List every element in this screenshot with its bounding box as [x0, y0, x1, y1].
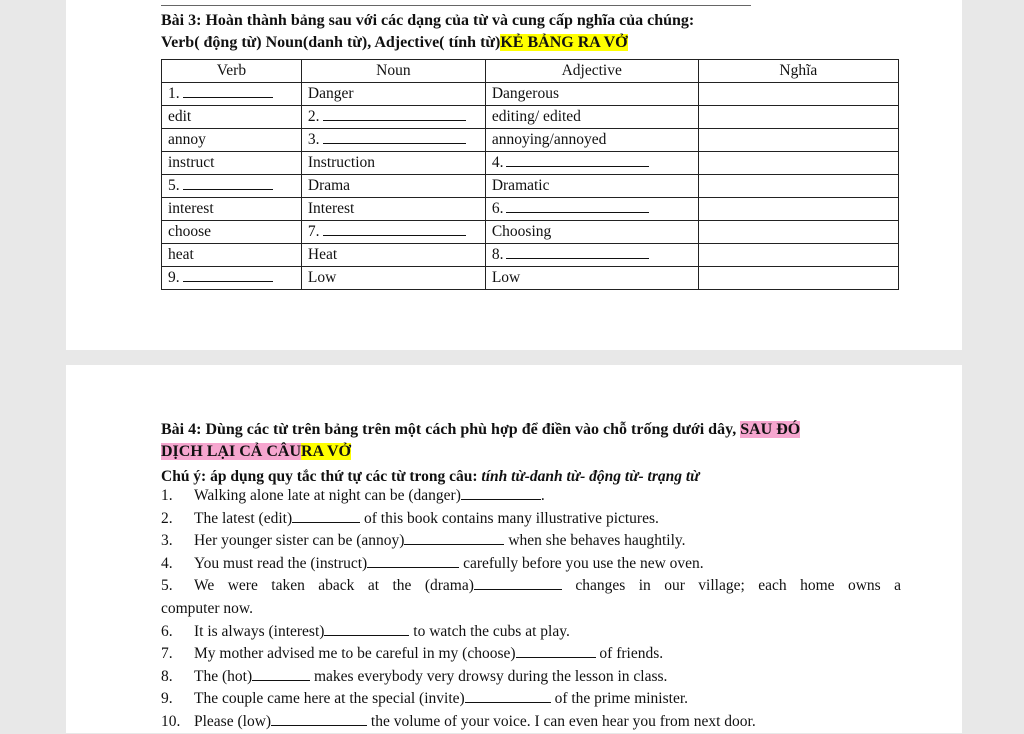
answer-blank[interactable]: [404, 532, 504, 545]
list-item: 4. You must read the (instruct) carefully before you use the new oven.: [161, 554, 704, 572]
header-meaning: Nghĩa: [698, 60, 898, 83]
list-item: 6. It is always (interest) to watch the cubs at play.: [161, 622, 570, 640]
answer-blank[interactable]: [252, 668, 310, 681]
table-row: edit 2. editing/ edited: [162, 106, 899, 129]
answer-blank[interactable]: [516, 645, 596, 658]
header-verb: Verb: [162, 60, 302, 83]
table-row: 9. Low Low: [162, 267, 899, 290]
fill-in-sentences: [161, 485, 901, 734]
exercise-3-subtitle: Verb( động từ) Noun(danh từ), Adjective( tính từ)KẺ BẢNG RA VỞ: [161, 34, 628, 51]
exercise-3-title: Bài 3: Hoàn thành bảng sau với các dạng của từ và cung cấp nghĩa của chúng:: [161, 12, 695, 29]
list-item: 7. My mother advised me to be careful in my (choose) of friends.: [161, 645, 664, 663]
list-item-continuation: computer now.: [161, 599, 253, 617]
list-item: 8. The (hot) makes everybody very drowsy during the lesson in class.: [161, 667, 668, 685]
table-row: 5. Drama Dramatic: [162, 175, 899, 198]
answer-blank[interactable]: [367, 555, 459, 568]
highlight-copy-table: KẺ BẢNG RA VỞ: [500, 34, 628, 51]
table-row: heat Heat 8.: [162, 244, 899, 267]
answer-blank[interactable]: [271, 713, 367, 726]
table-row: choose 7. Choosing: [162, 221, 899, 244]
table-row: interest Interest 6.: [162, 198, 899, 221]
list-item: 9. The couple came here at the special (invite) of the prime minister.: [161, 690, 689, 708]
answer-blank[interactable]: [465, 690, 551, 703]
header-adjective: Adjective: [485, 60, 698, 83]
table-row: annoy 3. annoying/annoyed: [162, 129, 899, 152]
word-form-table: [161, 59, 899, 290]
exercise-4-title: Bài 4: Dùng các từ trên bảng trên một cách phù hợp để điền vào chỗ trống dưới dây, SAU ĐÓ: [161, 421, 801, 438]
exercise-4-title-line2: [161, 442, 351, 462]
header-noun: Noun: [301, 60, 485, 83]
highlight-to-notebook: RA VỞ: [301, 443, 351, 460]
word-order-note: Chú ý: áp dụng quy tắc thứ tự các từ trong câu: tính từ-danh từ- động từ- trạng từ: [161, 468, 700, 485]
table-row: instruct Instruction 4.: [162, 152, 899, 175]
list-item: 3. Her younger sister can be (annoy) when she behaves haughtily.: [161, 532, 686, 550]
list-item: 5. We were taken aback at the (drama) changes in our village; each home owns a: [161, 577, 901, 595]
table-row: 1. Danger Dangerous: [162, 83, 899, 106]
highlight-then: SAU ĐÓ: [740, 421, 801, 438]
list-item: 2. The latest (edit) of this book contains many illustrative pictures.: [161, 509, 659, 527]
list-item: 10. Please (low) the volume of your voice. I can even hear you from next door.: [161, 712, 756, 730]
answer-blank[interactable]: [324, 623, 409, 636]
table-header-row: [162, 60, 899, 83]
list-item: 1. Walking alone late at night can be (danger) .: [161, 487, 545, 504]
answer-blank[interactable]: [474, 577, 562, 590]
worksheet-page-2: [66, 365, 962, 733]
top-rule: [161, 5, 751, 6]
highlight-translate: DỊCH LẠI CẢ CÂU: [161, 443, 302, 460]
answer-blank[interactable]: [292, 510, 360, 523]
answer-blank[interactable]: [461, 487, 541, 500]
worksheet-page-1: [66, 0, 962, 350]
